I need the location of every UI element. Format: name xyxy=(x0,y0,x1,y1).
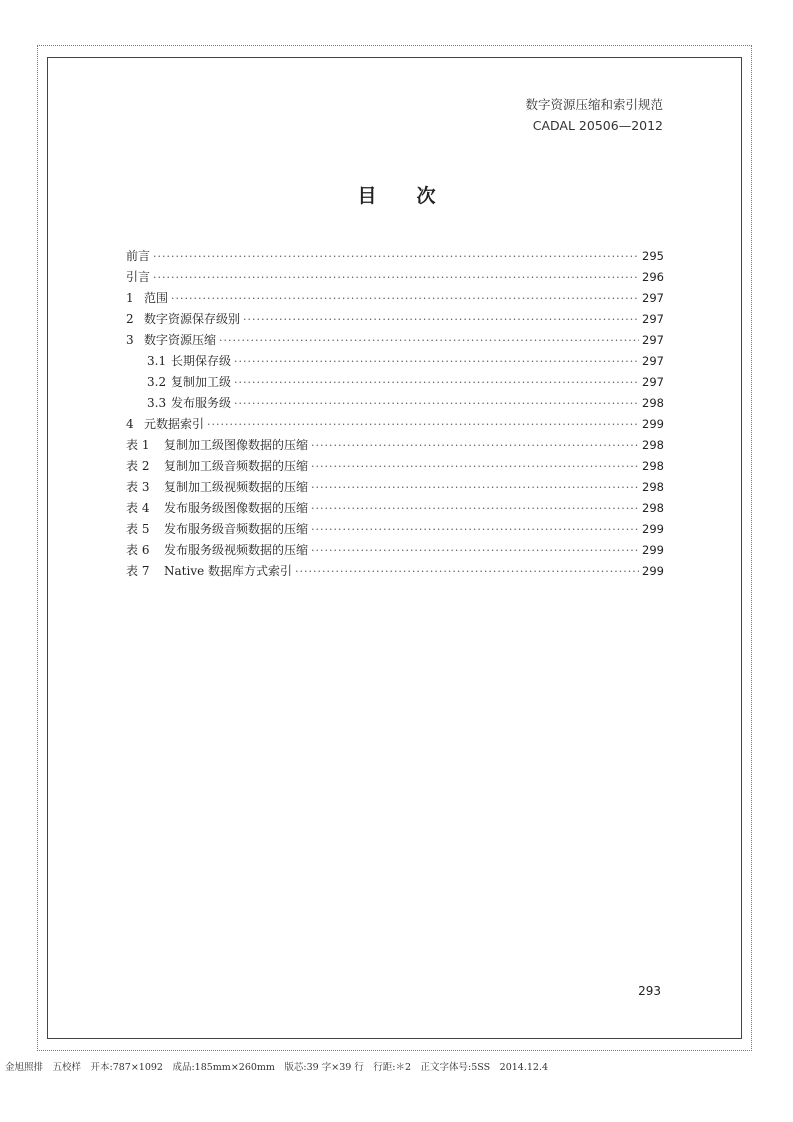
toc-entry-label: 发布服务级 xyxy=(171,396,232,410)
dot-leader xyxy=(171,288,639,309)
toc-entry[interactable] xyxy=(126,498,664,519)
toc-entry-label: 引言 xyxy=(126,270,151,284)
toc-entry-label: Native 数据库方式索引 xyxy=(164,564,293,578)
toc-entry-number: 3.1 xyxy=(147,354,167,368)
toc-entry-number: 表 6 xyxy=(126,543,150,557)
dot-leader xyxy=(243,309,639,330)
toc-entry-page: 299 xyxy=(642,522,664,536)
toc-entry[interactable] xyxy=(126,246,664,267)
toc-entry[interactable] xyxy=(126,456,664,477)
dot-leader xyxy=(219,330,639,351)
toc-entry-number: 3 xyxy=(126,333,134,347)
table-of-contents xyxy=(126,246,664,582)
dot-leader xyxy=(311,519,639,540)
toc-entry-page: 297 xyxy=(642,291,664,305)
toc-entry-label: 数字资源保存级别 xyxy=(144,312,241,326)
dot-leader xyxy=(311,498,639,519)
toc-entry-page: 295 xyxy=(642,249,664,263)
toc-entry-page: 297 xyxy=(642,354,664,368)
toc-entry[interactable] xyxy=(126,540,664,561)
toc-entry[interactable] xyxy=(126,351,664,372)
toc-entry-number: 表 4 xyxy=(126,501,150,515)
toc-entry-number: 表 1 xyxy=(126,438,150,452)
toc-entry-number: 2 xyxy=(126,312,134,326)
toc-entry[interactable] xyxy=(126,561,664,582)
dot-leader xyxy=(234,372,639,393)
toc-entry-page: 297 xyxy=(642,312,664,326)
dot-leader xyxy=(311,456,639,477)
standard-title: 数字资源压缩和索引规范 xyxy=(525,97,663,112)
toc-entry-page: 299 xyxy=(642,543,664,557)
toc-entry-label: 范围 xyxy=(144,291,169,305)
toc-entry-page: 297 xyxy=(642,333,664,347)
toc-entry-label: 数字资源压缩 xyxy=(144,333,217,347)
toc-entry-number: 表 3 xyxy=(126,480,150,494)
toc-entry-number: 4 xyxy=(126,417,134,431)
dot-leader xyxy=(311,477,639,498)
toc-entry-label: 复制加工级 xyxy=(171,375,232,389)
toc-entry[interactable] xyxy=(126,414,664,435)
toc-entry-page: 298 xyxy=(642,438,664,452)
toc-entry[interactable] xyxy=(126,477,664,498)
dot-leader xyxy=(311,435,639,456)
toc-entry-page: 298 xyxy=(642,501,664,515)
standard-code: CADAL 20506—2012 xyxy=(532,118,663,133)
toc-entry[interactable] xyxy=(126,372,664,393)
dot-leader xyxy=(295,561,639,582)
toc-entry-label: 复制加工级音频数据的压缩 xyxy=(164,459,309,473)
toc-entry-number: 表 2 xyxy=(126,459,150,473)
toc-entry-label: 元数据索引 xyxy=(144,417,205,431)
toc-entry-number: 表 5 xyxy=(126,522,150,536)
toc-entry-page: 298 xyxy=(642,396,664,410)
dot-leader xyxy=(153,246,639,267)
toc-entry-page: 299 xyxy=(642,417,664,431)
toc-entry-page: 297 xyxy=(642,375,664,389)
toc-entry[interactable] xyxy=(126,330,664,351)
toc-entry-page: 299 xyxy=(642,564,664,578)
toc-entry-page: 298 xyxy=(642,459,664,473)
print-info-footer: 金旭照排 五校样 开本:787×1092 成品:185mm×260mm 版芯:39 字×39 行 行距:＊2 正文字体号:5SS 2014.12.4 xyxy=(5,1062,548,1073)
toc-entry-label: 发布服务级视频数据的压缩 xyxy=(164,543,309,557)
toc-entry-number: 3.2 xyxy=(147,375,167,389)
toc-entry[interactable] xyxy=(126,267,664,288)
toc-entry[interactable] xyxy=(126,393,664,414)
toc-entry[interactable] xyxy=(126,309,664,330)
toc-entry-label: 长期保存级 xyxy=(171,354,232,368)
dot-leader xyxy=(234,393,639,414)
toc-entry[interactable] xyxy=(126,519,664,540)
dot-leader xyxy=(234,351,639,372)
toc-entry-label: 前言 xyxy=(126,249,151,263)
toc-entry[interactable] xyxy=(126,435,664,456)
toc-entry[interactable] xyxy=(126,288,664,309)
dot-leader xyxy=(153,267,639,288)
dot-leader xyxy=(207,414,639,435)
toc-entry-number: 3.3 xyxy=(147,396,167,410)
dot-leader xyxy=(311,540,639,561)
toc-heading: 目次 xyxy=(357,185,476,207)
toc-entry-label: 复制加工级图像数据的压缩 xyxy=(164,438,309,452)
page-number: 293 xyxy=(638,984,661,998)
toc-entry-page: 298 xyxy=(642,480,664,494)
toc-entry-label: 发布服务级音频数据的压缩 xyxy=(164,522,309,536)
toc-entry-page: 296 xyxy=(642,270,664,284)
toc-entry-number: 1 xyxy=(126,291,134,305)
toc-entry-number: 表 7 xyxy=(126,564,150,578)
toc-entry-label: 复制加工级视频数据的压缩 xyxy=(164,480,309,494)
toc-entry-label: 发布服务级图像数据的压缩 xyxy=(164,501,309,515)
